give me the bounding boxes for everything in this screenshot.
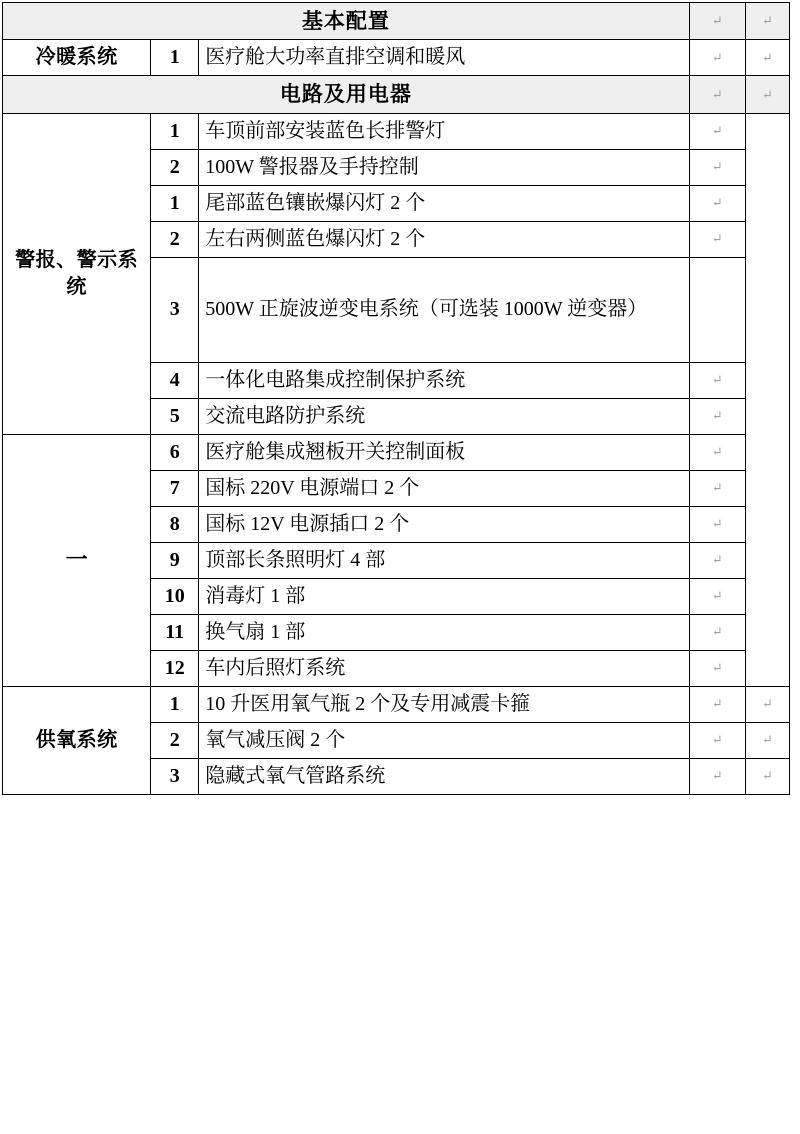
row-number: 9 <box>151 542 199 578</box>
row-number: 8 <box>151 506 199 542</box>
paragraph-mark-icon: ↵ <box>689 40 745 76</box>
row-number: 3 <box>151 257 199 362</box>
row-number: 4 <box>151 362 199 398</box>
category-label-climate: 冷暖系统 <box>3 40 151 76</box>
table-row <box>3 434 790 470</box>
paragraph-mark-icon: ↵ <box>745 40 789 76</box>
row-description: 500W 正旋波逆变电系统（可选装 1000W 逆变器） <box>199 257 690 362</box>
paragraph-mark-icon: ↵ <box>689 470 745 506</box>
row-number: 6 <box>151 434 199 470</box>
paragraph-mark-icon: ↵ <box>689 398 745 434</box>
paragraph-mark-icon: ↵ <box>745 3 789 40</box>
table-row <box>3 3 790 40</box>
row-description: 左右两侧蓝色爆闪灯 2 个 <box>199 221 690 257</box>
document-page <box>0 2 800 1134</box>
row-number: 2 <box>151 722 199 758</box>
paragraph-mark-icon: ↵ <box>689 76 745 113</box>
row-description: 尾部蓝色镶嵌爆闪灯 2 个 <box>199 185 690 221</box>
paragraph-mark-icon: ↵ <box>689 221 745 257</box>
paragraph-mark-icon: ↵ <box>745 758 789 794</box>
table-row <box>3 686 790 722</box>
row-number: 2 <box>151 149 199 185</box>
row-description: 氧气减压阀 2 个 <box>199 722 690 758</box>
row-description: 消毒灯 1 部 <box>199 578 690 614</box>
row-description: 10 升医用氧气瓶 2 个及专用减震卡箍 <box>199 686 690 722</box>
row-number: 5 <box>151 398 199 434</box>
spec-table <box>2 2 790 795</box>
paragraph-mark-icon: ↵ <box>689 3 745 40</box>
paragraph-mark-icon: ↵ <box>689 650 745 686</box>
paragraph-mark-icon: ↵ <box>689 149 745 185</box>
paragraph-mark-icon: ↵ <box>689 113 745 149</box>
row-description: 车内后照灯系统 <box>199 650 690 686</box>
row-description: 一体化电路集成控制保护系统 <box>199 362 690 398</box>
row-number: 1 <box>151 185 199 221</box>
paragraph-mark-icon: ↵ <box>745 76 789 113</box>
row-number: 2 <box>151 221 199 257</box>
category-label-alarm: 警报、警示系统 <box>3 113 151 434</box>
paragraph-mark-icon: ↵ <box>689 578 745 614</box>
row-number: 12 <box>151 650 199 686</box>
row-number: 1 <box>151 113 199 149</box>
row-description: 隐藏式氧气管路系统 <box>199 758 690 794</box>
row-number: 11 <box>151 614 199 650</box>
row-description: 100W 警报器及手持控制 <box>199 149 690 185</box>
row-description: 车顶前部安装蓝色长排警灯 <box>199 113 690 149</box>
row-description: 国标 12V 电源插口 2 个 <box>199 506 690 542</box>
paragraph-mark-icon: ↵ <box>745 686 789 722</box>
paragraph-mark-icon: ↵ <box>689 362 745 398</box>
table-row <box>3 40 790 76</box>
row-description: 医疗舱大功率直排空调和暖风 <box>199 40 690 76</box>
category-label-oxygen: 供氧系统 <box>3 686 151 794</box>
paragraph-mark-icon: ↵ <box>689 686 745 722</box>
row-description: 国标 220V 电源端口 2 个 <box>199 470 690 506</box>
row-description: 顶部长条照明灯 4 部 <box>199 542 690 578</box>
section-heading-basic: 基本配置 <box>3 3 690 40</box>
paragraph-mark-icon: ↵ <box>745 722 789 758</box>
category-label-dash: 一 <box>3 434 151 686</box>
row-description: 医疗舱集成翘板开关控制面板 <box>199 434 690 470</box>
row-description: 交流电路防护系统 <box>199 398 690 434</box>
paragraph-mark-icon: ↵ <box>689 506 745 542</box>
row-number: 1 <box>151 686 199 722</box>
paragraph-mark-icon <box>745 113 789 686</box>
row-number: 3 <box>151 758 199 794</box>
row-description: 换气扇 1 部 <box>199 614 690 650</box>
row-number: 10 <box>151 578 199 614</box>
paragraph-mark-icon: ↵ <box>689 434 745 470</box>
table-row <box>3 113 790 149</box>
table-row <box>3 76 790 113</box>
paragraph-mark-icon: ↵ <box>689 542 745 578</box>
row-number: 1 <box>151 40 199 76</box>
paragraph-mark-icon <box>689 257 745 362</box>
paragraph-mark-icon: ↵ <box>689 614 745 650</box>
paragraph-mark-icon: ↵ <box>689 758 745 794</box>
section-heading-electrical: 电路及用电器 <box>3 76 690 113</box>
paragraph-mark-icon: ↵ <box>689 722 745 758</box>
row-number: 7 <box>151 470 199 506</box>
paragraph-mark-icon: ↵ <box>689 185 745 221</box>
